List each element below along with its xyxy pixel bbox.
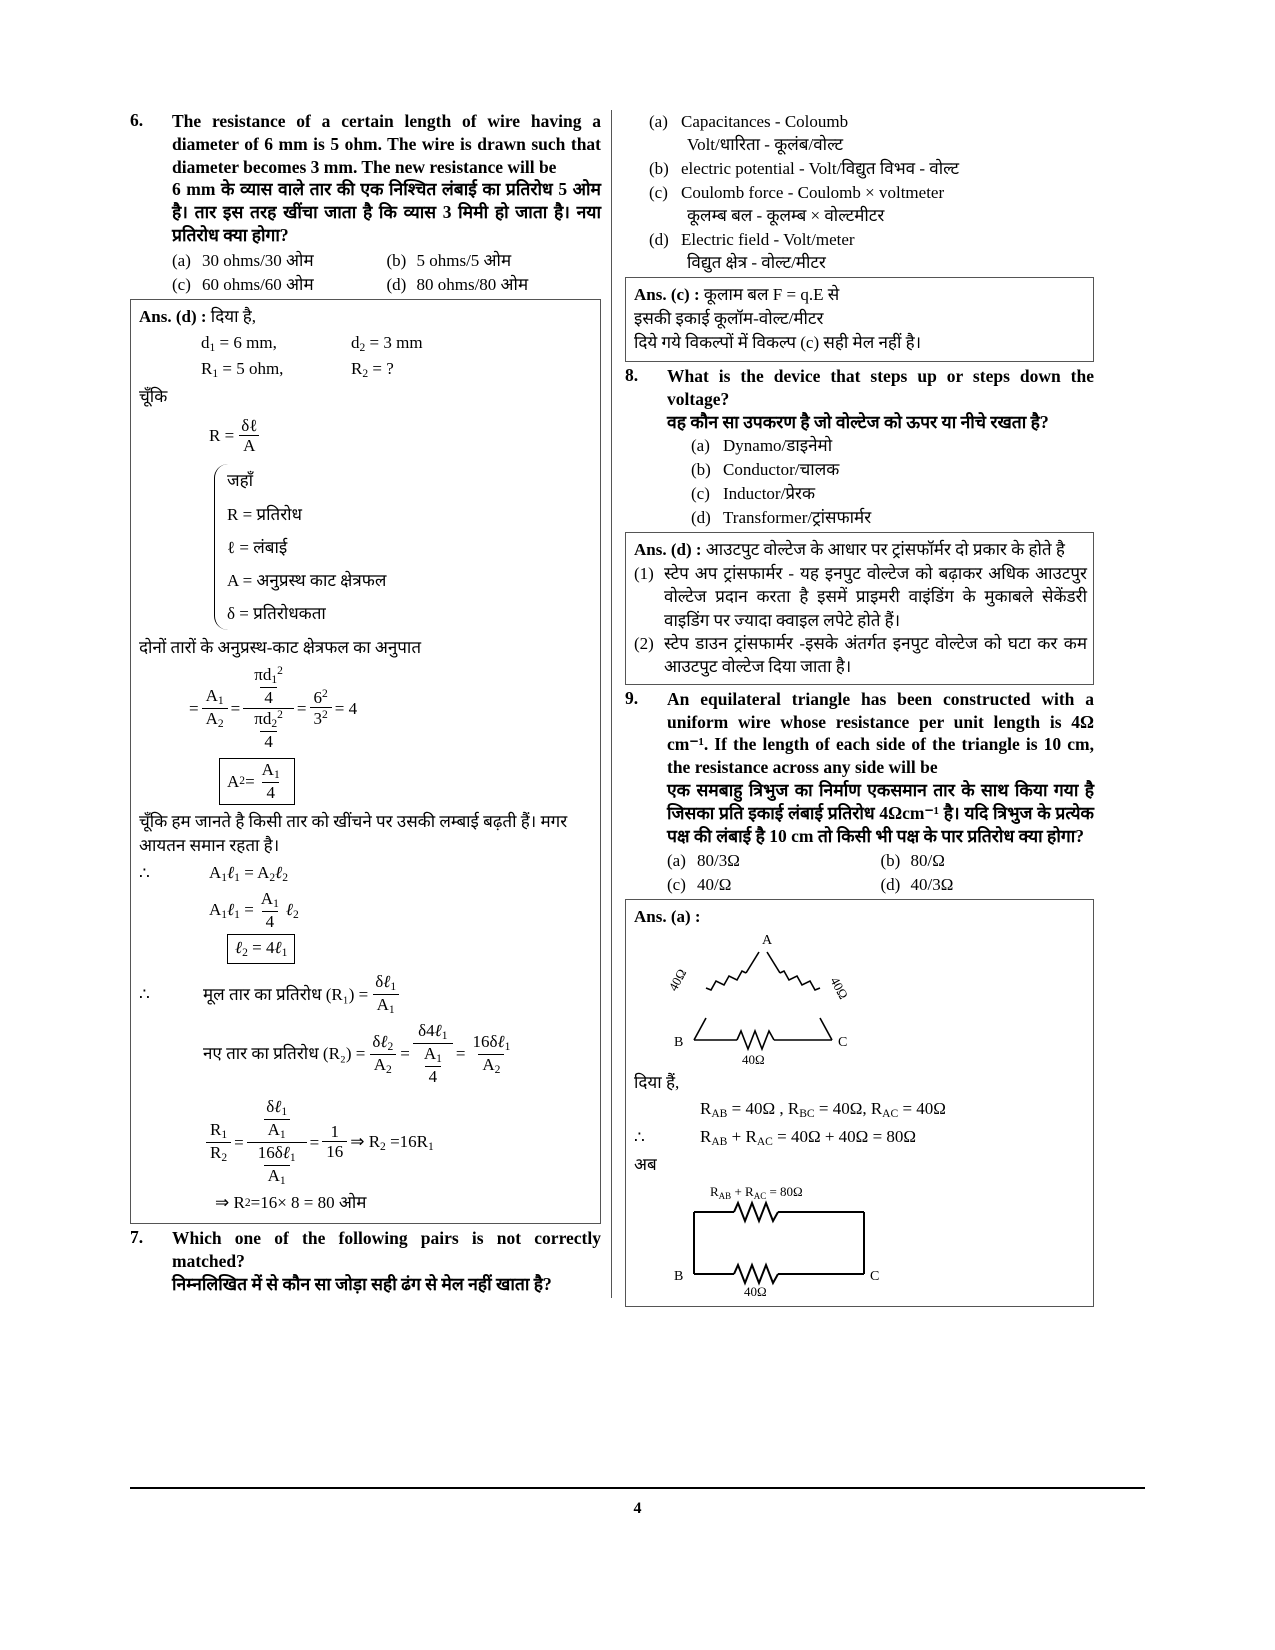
- answer-7-line-2: इसकी इकाई कूलॉम-वोल्ट/मीटर: [634, 308, 824, 328]
- option-6-d[interactable]: [387, 273, 602, 297]
- d1-symbol: d: [201, 332, 210, 352]
- answer-box-8: [625, 532, 1094, 685]
- answer-9-now-label: अब: [634, 1154, 657, 1174]
- option-8-d-label: (d): [691, 508, 711, 528]
- r2-value: = ?: [372, 358, 394, 378]
- answer-9-given-equation: $R_{AB} = 40\Omega$ , $R_{BC} = 40\Omega$, $R_{AC} = 40\Omega$: [700, 1098, 946, 1120]
- left-column: [130, 110, 612, 1298]
- r2-subscript: 2: [362, 367, 369, 381]
- d1-value: = 6 mm,: [219, 332, 277, 352]
- parallel-circuit-diagram: [634, 1182, 1087, 1300]
- question-9: [625, 688, 1094, 898]
- answer-8-intro: [634, 538, 1087, 561]
- answer-8-tag: Ans. (d) :: [634, 540, 702, 560]
- resistance-formula: [209, 416, 594, 456]
- where-item-delta: δ = प्रतिरोधकता: [227, 604, 326, 624]
- final-rest: =16× 8 = 80 ओम: [250, 1193, 367, 1213]
- option-6-d-label: (d): [386, 274, 407, 294]
- triangle-circuit-svg: [634, 930, 894, 1070]
- option-9-b[interactable]: [881, 849, 1095, 873]
- r2-text: नए तार का प्रतिरोध (R₂) =: [203, 1044, 366, 1064]
- option-6-a-text: 30 ohms/30 ओम: [202, 250, 314, 270]
- answer-9-given-label: दिया हैं,: [634, 1072, 680, 1092]
- answer-box-6: [130, 299, 601, 1225]
- original-wire-resistance: ∴ मूल तार का प्रतिरोध (R₁) = $\frac{\delta\ell_1}{A_1}$: [139, 972, 594, 1017]
- d1-subscript: 1: [209, 341, 216, 355]
- option-7-c-text: Coulomb force - Coulomb × voltmeter: [681, 183, 945, 203]
- circuit-bottom-label: 40Ω: [744, 1283, 767, 1299]
- option-7-c-hindi: कूलम्ब बल - कूलम्ब × वोल्टमीटर: [687, 206, 885, 226]
- triangle-side-bc-label: 40Ω: [742, 1051, 765, 1067]
- option-6-c-text: 60 ohms/60 ओम: [202, 274, 314, 294]
- question-8-options: [667, 434, 1094, 531]
- triangle-side-ab-label: 40Ω: [665, 965, 690, 993]
- question-9-hindi: एक समबाहु त्रिभुज का निर्माण एकसमान तार के साथ किया गया है जिसका प्रति इकाई लंबाई प्रतिरोध 4Ωcm⁻¹ है। यदि त्रिभुज के प्रत्येक पक्ष की लंबाई है 10 cm तो किसी भी पक्ष के पार प्रतिरोध क्या होगा?: [667, 779, 1094, 847]
- answer-8-item-2: [634, 632, 1087, 678]
- option-7-b[interactable]: [625, 157, 1118, 181]
- footer-divider: [130, 1487, 1145, 1489]
- triangle-vertex-b-label: B: [674, 1034, 684, 1050]
- question-6-number: 6.: [130, 110, 144, 130]
- answer-6-since: चूँकि: [139, 386, 168, 406]
- option-8-c[interactable]: [667, 482, 1118, 506]
- circuit-top-label: $R_{AB} + R_{AC} = 80\Omega$: [710, 1183, 803, 1201]
- answer-9-tag: Ans. (a) :: [634, 907, 701, 927]
- where-label: जहाँ: [227, 471, 254, 491]
- option-7-d-hindi: विद्युत क्षेत्र - वोल्ट/मीटर: [687, 253, 826, 273]
- r2-symbol: R: [351, 358, 363, 378]
- area-ratio-text: दोनों तारों के अनुप्रस्थ-काट क्षेत्रफल का अनुपात: [139, 638, 422, 658]
- option-8-d[interactable]: [667, 506, 1118, 530]
- question-8: [625, 365, 1094, 530]
- volume-equation-2: $A_1\ell_1$ = $\frac{A_1}{4}$ ℓ$_2$: [209, 888, 299, 931]
- d2-value: = 3 mm: [369, 332, 423, 352]
- option-9-c-text: 40/Ω: [697, 875, 732, 895]
- answer-7-formula: कूलाम बल F = q.E से: [703, 284, 840, 304]
- stretch-explanation: चूँकि हम जानते है किसी तार को खींचने पर उसकी लम्बाई बढ़ती हैं। मगर आयतन समान रहता है।: [139, 812, 568, 855]
- option-7-a[interactable]: [625, 110, 1118, 134]
- option-6-c[interactable]: [172, 273, 387, 297]
- option-6-b[interactable]: [387, 249, 602, 273]
- answer-6-diameters: [201, 331, 594, 356]
- resistance-ratio-equation: $\frac{R_1}{R_2}$ = $\frac{\frac{\delta\ell_1}{A_1}}{\frac{16\delta\ell_1}{A_1}}$ = $\frac{1}{16}$ ⇒ $R_2 =16R_1$: [203, 1097, 594, 1187]
- question-6-english: The resistance of a certain length of wire having a diameter of 6 mm is 5 ohm. The wire is drawn such that diameter becomes 3 mm. The new resistance will be: [172, 111, 601, 177]
- final-subscript: 2: [244, 1195, 251, 1209]
- option-6-a[interactable]: [172, 249, 387, 273]
- page-number: 4: [633, 1500, 642, 1517]
- answer-9-sum-equation: ∴ $R_{AB} + R_{AC} = 40\Omega + 40\Omega = 80\Omega$: [634, 1126, 917, 1148]
- question-8-hindi: वह कौन सा उपकरण है जो वोल्टेज को ऊपर या नीचे रखता है?: [667, 411, 1049, 432]
- answer-9-header: [634, 905, 1087, 928]
- final-resistance-result: [215, 1191, 594, 1214]
- d2-symbol: d: [351, 332, 360, 352]
- option-7-c-label: (c): [649, 183, 668, 203]
- option-7-a-hindi: Volt/धारिता - कूलंब/वोल्ट: [687, 135, 844, 155]
- option-7-c[interactable]: [625, 181, 1118, 205]
- question-7-english: Which one of the following pairs is not correctly matched?: [172, 1228, 601, 1272]
- option-9-d[interactable]: [881, 873, 1095, 897]
- question-9-number: 9.: [625, 687, 639, 708]
- option-8-c-text: Inductor/प्रेरक: [723, 483, 815, 503]
- option-8-b[interactable]: [667, 458, 1118, 482]
- option-6-d-text: 80 ohms/80 ओम: [416, 274, 529, 294]
- formula-lhs: R =: [209, 426, 235, 446]
- answer-6-resistances: [201, 357, 594, 382]
- option-9-a[interactable]: [667, 849, 881, 873]
- area-ratio-equation: = $\frac{A_1}{A_2}$ = $\frac{\frac{\pi d_1^2}{4}}{\frac{\pi d_2^2}{4}}$ = $\frac{6^2}{3^2}$ = 4: [189, 664, 358, 752]
- r1-value: = 5 ohm,: [222, 358, 284, 378]
- answer-box-9: [625, 899, 1094, 1306]
- option-8-d-text: Transformer/ट्रांसफार्मर: [723, 508, 872, 528]
- option-8-a-label: (a): [691, 435, 710, 455]
- option-9-d-label: (d): [880, 875, 901, 895]
- answer-7-line-1: [634, 283, 1087, 306]
- exam-page: [130, 110, 1095, 1495]
- answer-6-header: [139, 305, 594, 328]
- boxed-length-result: ℓ$_2$ = 4ℓ$_1$: [227, 934, 594, 964]
- answer-7-tag: Ans. (c) :: [634, 284, 700, 304]
- option-7-d[interactable]: [625, 228, 1118, 252]
- triangle-vertex-c-label: C: [838, 1034, 848, 1050]
- question-6: [130, 110, 601, 297]
- formula-denominator: A: [239, 435, 259, 456]
- question-6-options: [172, 249, 601, 297]
- question-9-options: [667, 849, 1094, 897]
- where-item-R: R = प्रतिरोध: [227, 504, 303, 524]
- triangle-vertex-a-label: A: [762, 932, 773, 948]
- r1-symbol: R: [201, 358, 213, 378]
- triangle-side-ac-label: 40Ω: [827, 973, 852, 1001]
- option-6-a-label: (a): [172, 250, 191, 270]
- option-7-d-text: Electric field - Volt/meter: [681, 229, 855, 249]
- option-7-a-text: Capacitances - Coloumb: [681, 112, 849, 131]
- answer-8-item-1: [634, 562, 1087, 631]
- option-9-b-label: (b): [880, 851, 901, 871]
- option-7-b-text: electric potential - Volt/विद्युत विभव - वोल्ट: [681, 158, 960, 178]
- answer-8-item-2-text: स्टेप डाउन ट्रांसफार्मर -इसके अंतर्गत इनपुट वोल्टेज को घटा कर कम आउटपुट वोल्टेज दिया जाता है।: [664, 633, 1087, 676]
- where-brace: [214, 464, 386, 630]
- question-6-hindi: 6 mm के व्यास वाले तार की एक निश्चित लंबाई का प्रतिरोध 5 ओम है। तार इस तरह खींचा जाता है कि व्यास 3 मिमी हो जाता है। नया प्रतिरोध क्या होगा?: [172, 179, 601, 246]
- question-8-english: What is the device that steps up or steps down the voltage?: [667, 366, 1094, 409]
- question-7-options: [625, 110, 1094, 275]
- option-8-b-label: (b): [691, 459, 711, 479]
- question-8-number: 8.: [625, 365, 639, 386]
- option-6-c-label: (c): [172, 274, 191, 294]
- option-7-d-label: (d): [649, 229, 669, 249]
- option-9-c-label: (c): [667, 875, 686, 895]
- answer-box-7: [625, 277, 1094, 362]
- question-7: [130, 1227, 601, 1296]
- option-6-b-label: (b): [386, 250, 407, 270]
- triangle-diagram: [634, 930, 1087, 1070]
- two-column-layout: [130, 110, 1095, 1310]
- circuit-node-b-label: B: [674, 1268, 684, 1284]
- option-8-c-label: (c): [691, 483, 710, 503]
- d2-subscript: 2: [359, 341, 366, 355]
- question-7-number: 7.: [130, 1227, 144, 1248]
- option-9-d-text: 40/3Ω: [910, 875, 954, 895]
- answer-8-item-2-number: (2): [634, 633, 654, 653]
- option-8-a[interactable]: [667, 434, 1118, 458]
- answer-8-item-1-number: (1): [634, 564, 654, 584]
- option-8-b-text: Conductor/चालक: [723, 459, 840, 479]
- answer-6-tag: Ans. (d) :: [139, 306, 207, 326]
- final-prefix: ⇒ R: [215, 1193, 245, 1213]
- option-9-a-text: 80/3Ω: [697, 851, 740, 871]
- r1-subscript: 1: [212, 367, 219, 381]
- circuit-node-c-label: C: [870, 1268, 880, 1284]
- answer-8-item-1-text: स्टेप अप ट्रांसफार्मर - यह इनपुट वोल्टेज को बढ़ाकर अधिक आउटपुर वोल्टेज प्रदान करता है इसमें प्राइमरी वाइंडिंग के मुकाबले सेकेंडरी वाइडिंग पर ज्यादा क्वाइल लपेटे होते हैं।: [664, 564, 1087, 630]
- new-wire-resistance: नए तार का प्रतिरोध (R₂) = $\frac{\delta\ell_2}{A_2}$ = $\frac{\delta 4\ell_1}{\frac{A_1}{4}}$ = $\frac{16\delta\ell_1}{A_2}$: [203, 1021, 511, 1087]
- parallel-circuit-svg: [634, 1182, 934, 1300]
- option-7-a-label: (a): [649, 112, 668, 131]
- boxed-area-result: A 2 = $\frac{A_1}{4}$: [219, 758, 594, 806]
- answer-6-given-label: दिया है,: [210, 306, 257, 326]
- question-7-hindi: निम्नलिखित में से कौन सा जोड़ा सही ढंग से मेल नहीं खाता है?: [172, 1273, 552, 1294]
- where-item-l: ℓ = लंबाई: [227, 537, 288, 557]
- question-9-english: An equilateral triangle has been constructed with a uniform wire whose resistance per unit length is 4Ω cm⁻¹. If the length of each side of the triangle is 10 cm, the resistance across any side will be: [667, 688, 1094, 778]
- option-9-c[interactable]: [667, 873, 881, 897]
- volume-equation-1: ∴ $A_1\ell_1$ = $A_2\ell_2$: [139, 862, 289, 884]
- option-6-b-text: 5 ohms/5 ओम: [416, 250, 512, 270]
- option-9-a-label: (a): [667, 851, 686, 871]
- option-9-b-text: 80/Ω: [910, 851, 945, 871]
- answer-8-intro-text: आउटपुट वोल्टेज के आधार पर ट्रांसफॉर्मर दो प्रकार के होते है: [705, 540, 1065, 560]
- option-7-b-label: (b): [649, 158, 669, 178]
- option-8-a-text: Dynamo/डाइनेमो: [723, 435, 833, 455]
- right-column: [612, 110, 1094, 1310]
- answer-7-line-3: दिये गये विकल्पों में विकल्प (c) सही मेल नहीं है।: [634, 333, 922, 353]
- formula-numerator: δℓ: [241, 415, 258, 435]
- where-item-A: A = अनुप्रस्थ काट क्षेत्रफल: [227, 570, 387, 590]
- r1-text: मूल तार का प्रतिरोध (R₁) =: [203, 985, 369, 1005]
